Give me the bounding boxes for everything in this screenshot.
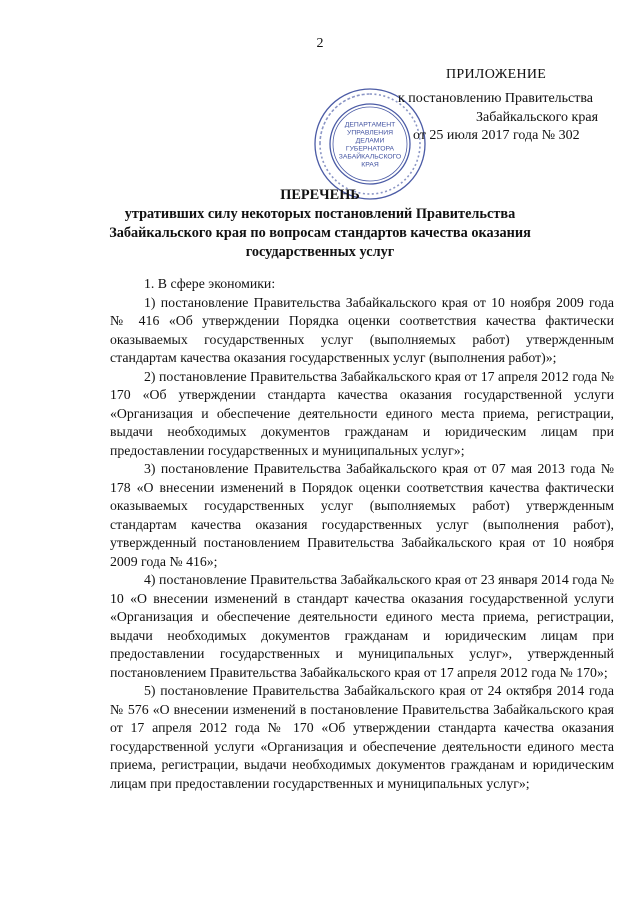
list-item: 4) постановление Правительства Забайкальского края от 23 января 2014 года № 10 «О внесении изменений в стандарт качества оказания государственной услуги «Организация и обеспечение деятельности единого места приема, регистрации, выдачи необходимых документов гражданам и юридическим лицам при предоставлении государственных и муниципальных услуг», утвержденный постановлением Правительства Забайкальского края от 17 апреля 2012 года № 170»; bbox=[110, 572, 614, 680]
list-item: 3) постановление Правительства Забайкальского края от 07 мая 2013 года № 178 «О внесении изменений в Порядок оценки соответствия качества фактически оказываемых государственных услуг (выполняемых работ) утвержденным стандартам качества оказания государственных услуг (выполнения работ), утвержденный постановлением Правительства Забайкальского края от 10 ноября 2009 года № 416»; bbox=[110, 461, 614, 569]
heading-line-2: Забайкальского края по вопросам стандартов качества оказания bbox=[109, 225, 531, 241]
annex-line-1: к постановлению Правительства bbox=[398, 91, 594, 106]
section-heading: 1. В сфере экономики: bbox=[144, 276, 276, 291]
stamp-text-line: КРАЯ bbox=[361, 161, 379, 169]
list-item: 2) постановление Правительства Забайкальского края от 17 апреля 2012 года № 170 «Об утверждении стандарта качества оказания государственной услуги «Организация и обеспечение деятельности единого места приема, регистрации, выдачи необходимых документов гражданам и юридическим лицам при предоставлении государственных и муниципальных услуг»; bbox=[110, 368, 614, 458]
list-item: 5) постановление Правительства Забайкальского края от 24 октября 2014 года № 576 «О внесении изменений в постановление Правительства Забайкальского края от 17 апреля 2012 года № 170 «Об утверждении стандарта качества оказания государственной услуги «Организация и обеспечение деятельности единого места приема, регистрации, выдачи необходимых документов гражданам и юридическим лицам при предоставлении государственных и муниципальных услуг»; bbox=[110, 683, 614, 791]
stamp-text-line: ДЕПАРТАМЕНТ bbox=[344, 121, 396, 129]
page-number: 2 bbox=[316, 36, 324, 51]
heading-line-3: государственных услуг bbox=[245, 244, 395, 260]
document-heading bbox=[70, 186, 570, 262]
annex-title: ПРИЛОЖЕНИЕ bbox=[446, 67, 547, 82]
annex-line-3: от 25 июля 2017 года № 302 bbox=[413, 128, 580, 143]
annex-line-2: Забайкальского края bbox=[476, 110, 599, 125]
stamp-text-line: ЗАБАЙКАЛЬСКОГО bbox=[338, 153, 402, 161]
stamp-text-line: УПРАВЛЕНИЯ bbox=[347, 129, 393, 137]
document-body bbox=[110, 275, 614, 793]
list-item: 1) постановление Правительства Забайкальского края от 10 ноября 2009 года № 416 «Об утверждении Порядка оценки соответствия качества фактически оказываемых государственных услуг (выполняемых работ) утвержденным стандартам качества оказания государственных услуг (выполнения работ)»; bbox=[110, 294, 614, 365]
stamp-text-line: ГУБЕРНАТОРА bbox=[345, 145, 395, 153]
heading-line-1: утративших силу некоторых постановлений Правительства bbox=[124, 206, 516, 222]
stamp-text-line: ДЕЛАМИ bbox=[355, 137, 385, 145]
heading-title: ПЕРЕЧЕНЬ bbox=[280, 187, 360, 203]
